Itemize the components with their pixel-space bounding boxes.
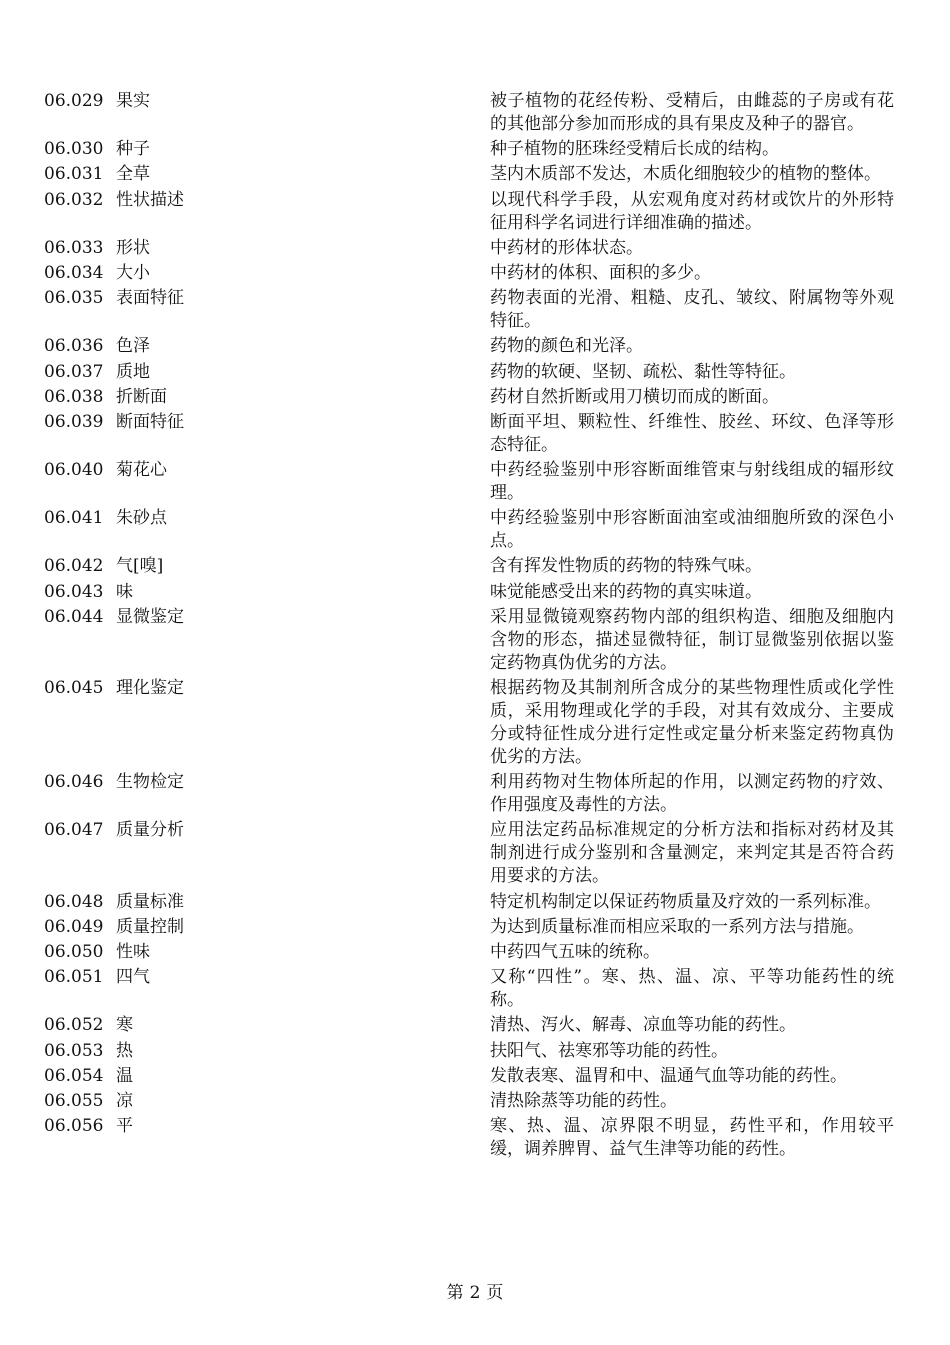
term-entry [44,966,904,1012]
term-code: 06.052 [44,1015,104,1036]
term-entry [44,507,904,553]
term-code: 06.039 [44,411,104,432]
term-definition: 药物的软硬、坚韧、疏松、黏性等特征。 [490,361,796,382]
term-definition: 种子植物的胚珠经受精后长成的结构。 [490,139,779,160]
term-name: 理化鉴定 [116,678,184,698]
term-entry [44,581,904,604]
term-entry [44,1065,904,1088]
term-code: 06.047 [44,820,104,841]
term-definition: 发散表寒、温胃和中、温通气血等功能的药性。 [490,1065,847,1086]
term-definition: 利用药物对生物体所起的作用，以测定药物的疗效、作用强度及毒性的方法。 [490,772,894,816]
term-name: 折断面 [116,386,167,407]
term-definition: 中药材的形体状态。 [490,237,643,258]
term-name: 凉 [116,1090,133,1111]
term-definition: 被子植物的花经传粉、受精后，由雌蕊的子房或有花的其他部分参加而形成的具有果皮及种子的器官。 [490,91,894,134]
term-entry [44,189,904,235]
term-definition: 特定机构制定以保证药物质量及疗效的一系列标准。 [490,891,881,912]
term-code: 06.051 [44,967,104,988]
term-entry [44,891,904,914]
term-code: 06.034 [44,262,104,283]
term-definition: 应用法定药品标准规定的分析方法和指标对药材及其制剂进行成分鉴别和含量测定，来判定其是否符合药用要求的方法。 [490,820,894,887]
term-code: 06.042 [44,556,104,577]
term-code: 06.044 [44,606,104,627]
term-code: 06.035 [44,288,104,309]
term-definition: 为达到质量标准而相应采取的一系列方法与措施。 [490,916,864,937]
term-definition: 扶阳气、祛寒邪等功能的药性。 [490,1040,728,1061]
term-name: 形状 [116,237,150,258]
term-entry [44,138,904,161]
term-name: 温 [116,1065,133,1086]
term-name: 寒 [116,1015,133,1036]
term-name: 质地 [116,361,150,382]
term-code: 06.029 [44,91,104,111]
term-definition: 药材自然折断或用刀横切而成的断面。 [490,386,779,407]
term-code: 06.032 [44,189,104,210]
term-entry [44,941,904,964]
term-definition: 茎内木质部不发达，木质化细胞较少的植物的整体。 [490,164,881,185]
term-code: 06.050 [44,941,104,962]
term-definition: 根据药物及其制剂所含成分的某些物理性质或化学性质，采用物理或化学的手段，对其有效成分、主要成分或特征性成分进行定性或定量分析来鉴定药物真伪优劣的方法。 [490,678,894,767]
term-code: 06.056 [44,1116,104,1137]
term-entry [44,163,904,186]
term-code: 06.054 [44,1065,104,1086]
term-definition: 断面平坦、颗粒性、纤维性、胶丝、环纹、色泽等形态特征。 [490,411,894,455]
term-name: 显微鉴定 [116,606,184,627]
term-definition: 以现代科学手段，从宏观角度对药材或饮片的外形特征用科学名词进行详细准确的描述。 [490,189,894,233]
term-code: 06.046 [44,772,104,793]
term-code: 06.036 [44,336,104,357]
term-name: 四气 [116,967,150,988]
term-name: 气[嗅] [116,556,164,577]
term-entry [44,237,904,260]
term-entry [44,1090,904,1113]
term-definition: 中药四气五味的统称。 [490,941,660,962]
term-definition: 清热除蒸等功能的药性。 [490,1090,677,1111]
term-definition: 采用显微镜观察药物内部的组织构造、细胞及细胞内含物的形态，描述显微特征，制订显微鉴别依据以鉴定药物真伪优劣的方法。 [490,606,894,673]
term-code: 06.043 [44,581,104,602]
page-label-suffix: 页 [486,1283,504,1303]
term-code: 06.040 [44,460,104,481]
term-entry [44,90,904,136]
term-definition: 药物表面的光滑、粗糙、皮孔、皱纹、附属物等外观特征。 [490,288,894,332]
term-name: 性味 [116,941,150,962]
term-entry [44,555,904,578]
term-entry [44,411,904,457]
term-list [44,90,904,1163]
term-entry [44,1040,904,1063]
term-entry [44,819,904,888]
term-name: 菊花心 [116,460,167,481]
term-definition: 又称“四性”。寒、热、温、凉、平等功能药性的统称。 [490,967,894,1011]
term-entry [44,335,904,358]
term-name: 热 [116,1040,133,1061]
term-entry [44,459,904,505]
term-name: 性状描述 [116,189,184,210]
term-entry [44,287,904,333]
term-entry [44,1014,904,1037]
term-code: 06.053 [44,1040,104,1061]
term-entry [44,916,904,939]
term-definition: 药物的颜色和光泽。 [490,336,643,357]
term-name: 生物检定 [116,772,184,793]
term-definition: 中药经验鉴别中形容断面维管束与射线组成的辐形纹理。 [490,460,894,504]
term-entry [44,677,904,769]
term-code: 06.049 [44,916,104,937]
term-definition: 寒、热、温、凉界限不明显，药性平和，作用较平缓，调养脾胃、益气生津等功能的药性。 [490,1116,894,1160]
term-definition: 味觉能感受出来的药物的真实味道。 [490,581,762,602]
term-name: 质量分析 [116,820,184,841]
term-code: 06.041 [44,508,104,529]
term-name: 味 [116,581,133,602]
term-name: 色泽 [116,336,150,357]
term-code: 06.031 [44,164,104,185]
term-code: 06.038 [44,386,104,407]
page-label-prefix: 第 [446,1283,464,1303]
term-entry [44,1115,904,1161]
term-definition: 中药材的体积、面积的多少。 [490,262,711,283]
term-name: 果实 [116,91,150,111]
term-definition: 含有挥发性物质的药物的特殊气味。 [490,556,762,577]
term-name: 种子 [116,139,150,160]
term-code: 06.048 [44,891,104,912]
term-name: 大小 [116,262,150,283]
term-definition: 中药经验鉴别中形容断面油室或油细胞所致的深色小点。 [490,508,894,552]
term-code: 06.030 [44,139,104,160]
term-definition: 清热、泻火、解毒、凉血等功能的药性。 [490,1015,796,1036]
term-name: 全草 [116,164,150,185]
page-number: 2 [469,1283,481,1303]
term-entry [44,262,904,285]
term-code: 06.037 [44,361,104,382]
term-name: 表面特征 [116,288,184,309]
page-footer [0,1282,950,1305]
term-entry [44,606,904,675]
term-entry [44,386,904,409]
term-entry [44,361,904,384]
term-code: 06.055 [44,1090,104,1111]
term-name: 断面特征 [116,411,184,432]
term-name: 平 [116,1116,133,1137]
term-code: 06.033 [44,237,104,258]
term-name: 朱砂点 [116,508,167,529]
term-name: 质量控制 [116,916,184,937]
term-entry [44,771,904,817]
term-name: 质量标准 [116,891,184,912]
term-code: 06.045 [44,678,104,698]
